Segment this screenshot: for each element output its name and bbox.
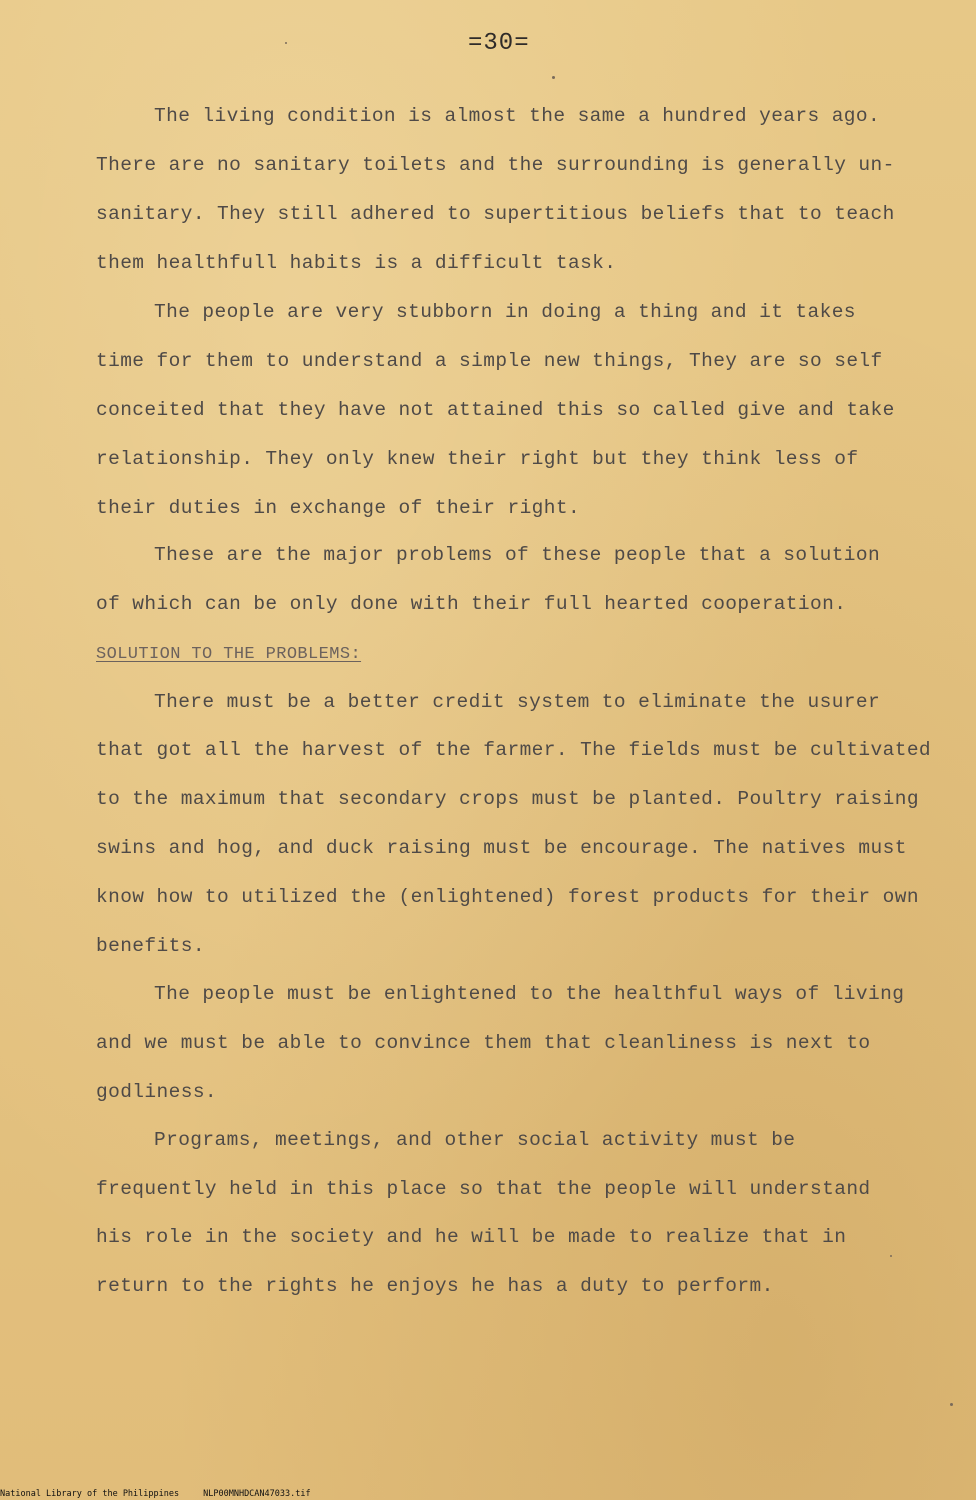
paper-speck <box>552 76 555 79</box>
text-line: to the maximum that secondary crops must be planted. Poultry raising <box>96 788 919 810</box>
text-line: godliness. <box>96 1081 218 1103</box>
text-line: The people must be enlightened to the healthful ways of living <box>154 983 905 1005</box>
text-line: their duties in exchange of their right. <box>96 497 581 519</box>
text-line: There are no sanitary toilets and the surrounding is generally un- <box>96 154 895 176</box>
footer-filename: NLP00MNHDCAN47033.tif <box>203 1489 311 1499</box>
text-line: time for them to understand a simple new things, They are so self <box>96 350 883 372</box>
text-line: his role in the society and he will be made to realize that in <box>96 1226 847 1248</box>
paper-speck <box>285 42 287 44</box>
text-line: know how to utilized the (enlightened) forest products for their own <box>96 886 919 908</box>
text-line: of which can be only done with their full hearted cooperation. <box>96 593 847 615</box>
text-line: relationship. They only knew their right but they think less of <box>96 448 859 470</box>
paper-speck <box>890 1255 892 1257</box>
section-heading: SOLUTION TO THE PROBLEMS: <box>96 645 362 664</box>
text-line: The people are very stubborn in doing a thing and it takes <box>154 301 856 323</box>
text-line: There must be a better credit system to eliminate the usurer <box>154 691 881 713</box>
text-line: that got all the harvest of the farmer. The fields must be cultivated <box>96 739 932 761</box>
text-line: swins and hog, and duck raising must be encourage. The natives must <box>96 837 907 859</box>
text-line: The living condition is almost the same a hundred years ago. <box>154 105 881 127</box>
text-line: them healthfull habits is a difficult task. <box>96 252 617 274</box>
paper-speck <box>950 1403 953 1406</box>
scan-footer <box>0 1489 311 1499</box>
page-number: =30= <box>468 30 530 57</box>
text-line: return to the rights he enjoys he has a duty to perform. <box>96 1275 774 1297</box>
text-line: These are the major problems of these people that a solution <box>154 544 881 566</box>
text-line: sanitary. They still adhered to supertitious beliefs that to teach <box>96 203 895 225</box>
text-line: frequently held in this place so that the people will understand <box>96 1178 871 1200</box>
footer-library: National Library of the Philippines <box>0 1489 180 1499</box>
text-line: conceited that they have not attained this so called give and take <box>96 399 895 421</box>
text-line: Programs, meetings, and other social activity must be <box>154 1129 796 1151</box>
text-line: benefits. <box>96 935 205 957</box>
text-line: and we must be able to convince them that cleanliness is next to <box>96 1032 871 1054</box>
